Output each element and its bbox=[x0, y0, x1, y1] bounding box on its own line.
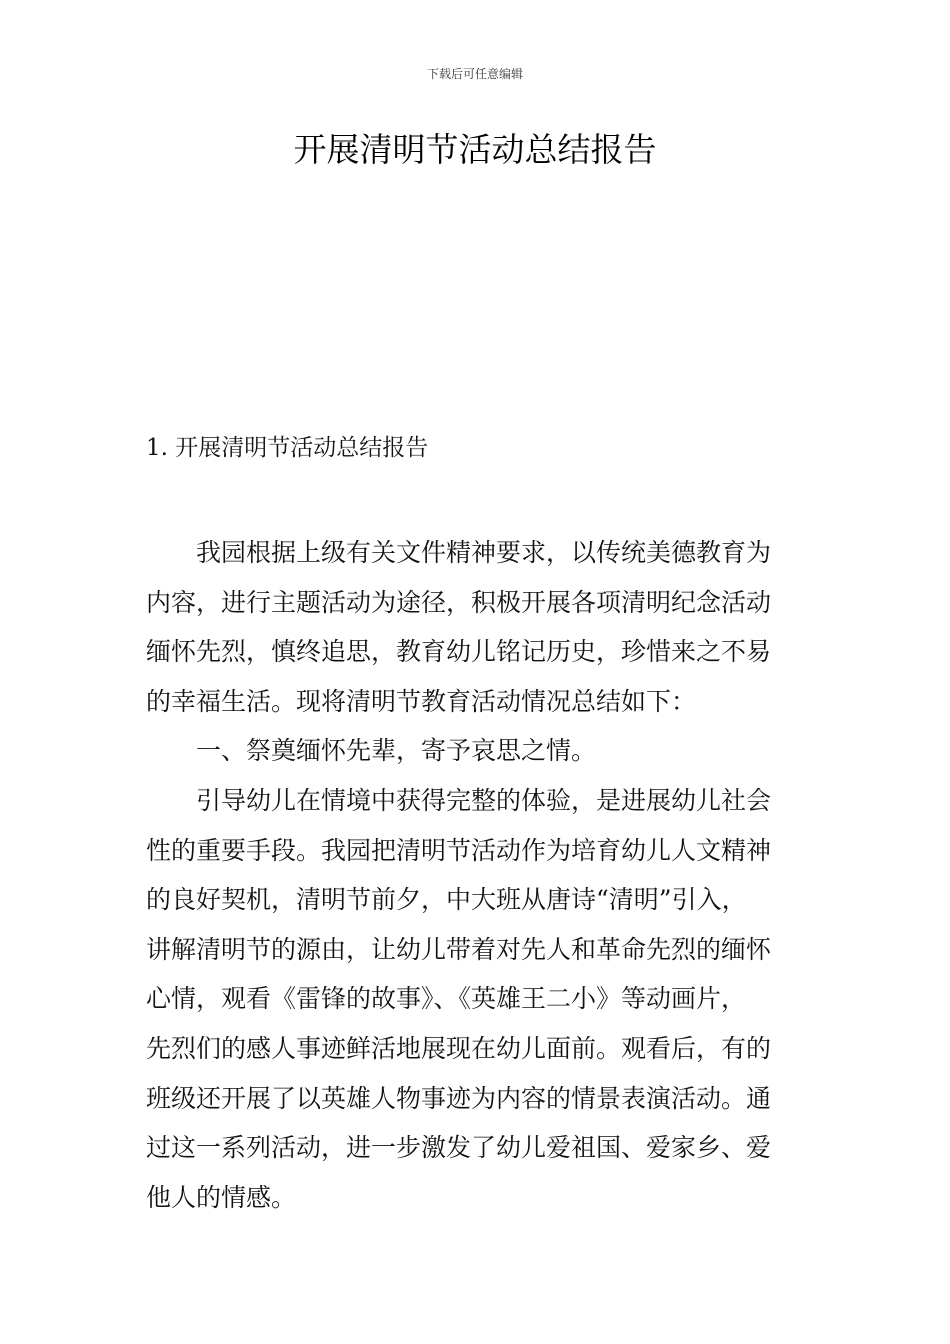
paragraph-line: 的良好契机，清明节前夕，中大班从唐诗“清明”引入， bbox=[146, 885, 747, 915]
paragraph-intro bbox=[146, 528, 808, 726]
paragraph-line: 讲解清明节的源由，让幼儿带着对先人和革命先烈的缅怀 bbox=[146, 934, 772, 964]
paragraph-line: 先烈们的感人事迹鲜活地展现在幼儿面前。观看后，有的 bbox=[146, 1033, 772, 1063]
section-heading: 1. 开展清明节活动总结报告 bbox=[146, 435, 429, 461]
paragraph-line: 一、祭奠缅怀先辈，寄予哀思之情。 bbox=[196, 736, 597, 766]
paragraph-line: 班级还开展了以英雄人物事迹为内容的情景表演活动。通 bbox=[146, 1083, 772, 1113]
header-note: 下载后可任意编辑 bbox=[426, 67, 523, 81]
paragraph-line: 心情，观看《雷锋的故事》、《英雄王二小》等动画片， bbox=[146, 984, 747, 1014]
paragraph-line: 过这一系列活动，进一步激发了幼儿爱祖国、爱家乡、爱 bbox=[146, 1133, 772, 1163]
paragraph-line: 性的重要手段。我园把清明节活动作为培育幼儿人文精神 bbox=[146, 835, 772, 865]
paragraph-line: 缅怀先烈，慎终追思，教育幼儿铭记历史，珍惜来之不易 bbox=[146, 637, 772, 667]
paragraph-activities bbox=[146, 776, 808, 1222]
paragraph-line: 引导幼儿在情境中获得完整的体验，是进展幼儿社会 bbox=[196, 785, 772, 815]
subsection-heading bbox=[146, 726, 808, 776]
paragraph-line: 的幸福生活。现将清明节教育活动情况总结如下： bbox=[146, 686, 697, 716]
document-body bbox=[146, 528, 808, 1222]
paragraph-line: 内容，进行主题活动为途径，积极开展各项清明纪念活动 bbox=[146, 587, 772, 617]
paragraph-line: 我园根据上级有关文件精神要求，以传统美德教育为 bbox=[196, 538, 772, 567]
paragraph-line: 他人的情感。 bbox=[146, 1182, 297, 1212]
document-title: 开展清明节活动总结报告 bbox=[293, 130, 657, 169]
